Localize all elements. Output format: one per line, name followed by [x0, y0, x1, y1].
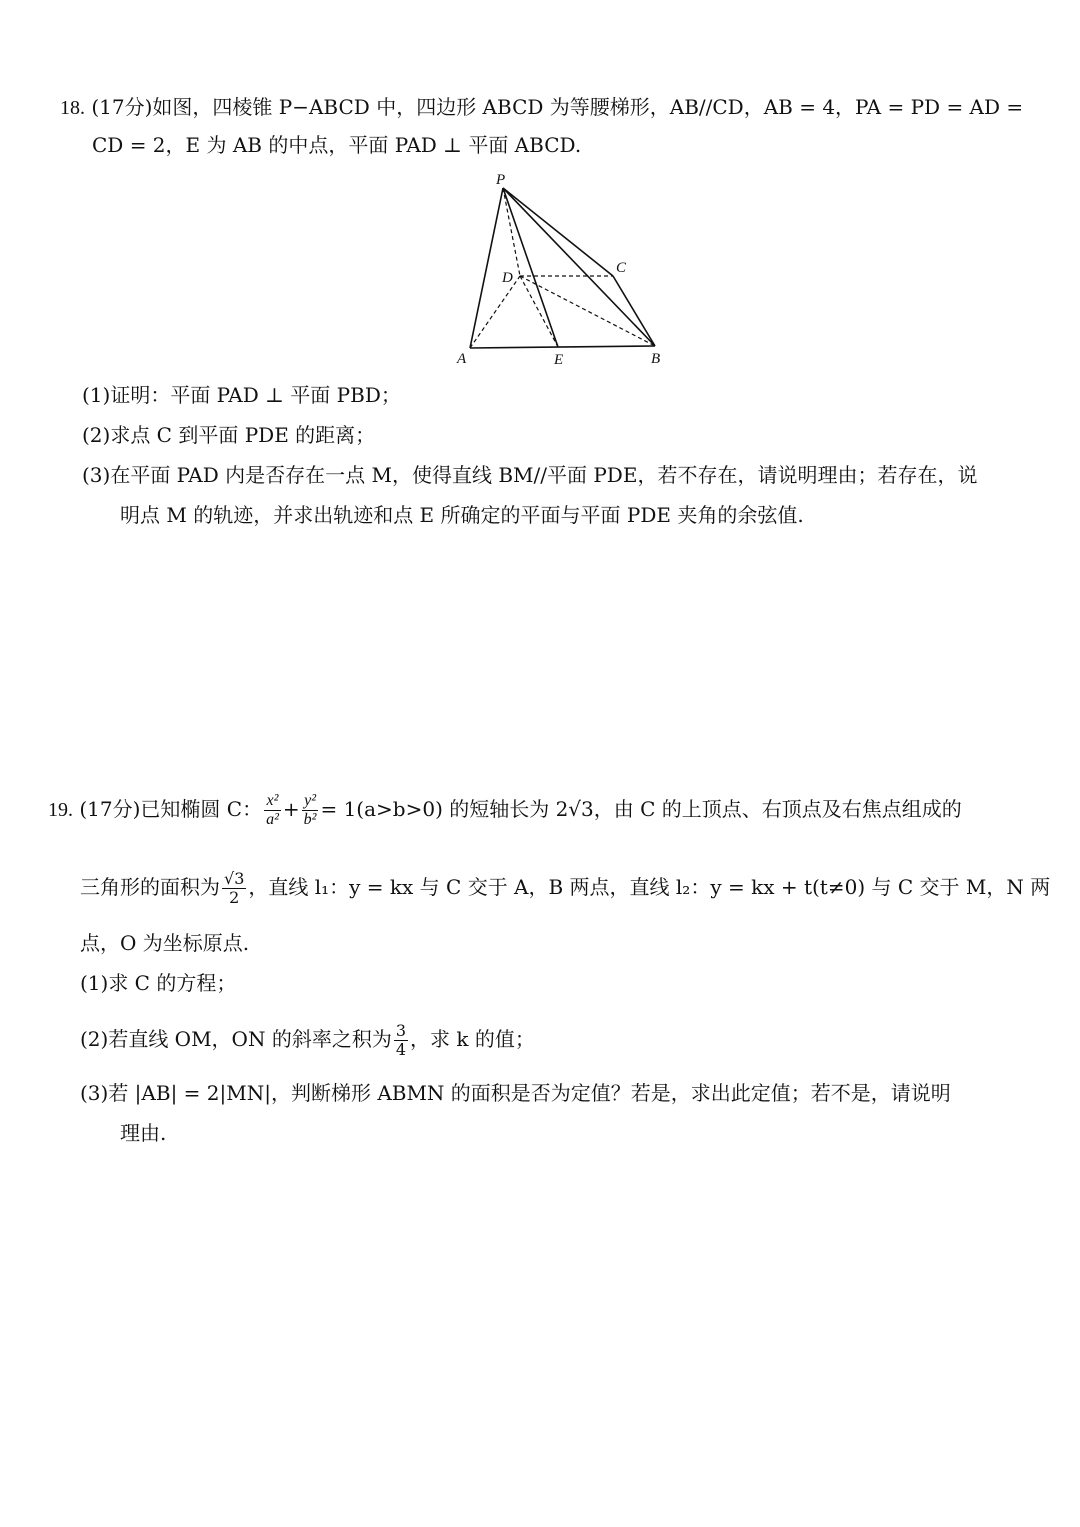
- label-A: A: [457, 351, 467, 367]
- fraction-y2-b2: $\frac{\text{y²}}{\text{b²}}$: [303, 792, 317, 828]
- q19-part3-line1: (3)若 |AB| = 2|MN|，判断梯形 ABMN 的面积是否为定值？若是，求出此定值；若不是，请说明: [80, 1081, 951, 1105]
- q19-line1-eq: = 1(a>b>0) 的短轴长为 2√3，由 C 的上顶点、右顶点及右焦点组成的: [320, 797, 962, 821]
- label-P: P: [496, 172, 506, 188]
- q19-part3-line2: 理由.: [120, 1121, 167, 1145]
- q19-line2-post: ，直线 l₁：y = kx 与 C 交于 A，B 两点，直线 l₂：y = kx + t(t≠0) 与 C 交于 M，N 两: [248, 875, 1051, 899]
- q18-stem-text-1: 如图，四棱锥 P−ABCD 中，四边形 ABCD 为等腰梯形，AB//CD，AB = 4，PA = PD = AD =: [152, 95, 1024, 119]
- q19-part1: (1)求 C 的方程；: [80, 971, 237, 995]
- fraction-3-4: $\frac{3}{4}$: [395, 1021, 407, 1059]
- q19-part2-post: ，求 k 的值；: [410, 1027, 535, 1051]
- q18-part2: (2)求点 C 到平面 PDE 的距离；: [82, 423, 376, 447]
- fraction-x2-a2: $\frac{\text{x²}}{\text{a²}}$: [266, 792, 279, 828]
- q19-line1: 19. (17分)已知椭圆 C： $\frac{\text{x²}}{\text{a²}}$ + $\frac{\text{y²}}{\text{b²}}$ = 1(a>b>0) 的短轴长为 2√3，由 C 的上顶点、右顶点及右焦点组成的: [48, 792, 962, 828]
- q19-part2: [80, 1022, 535, 1059]
- q19-line2-pre: 三角形的面积为: [80, 875, 220, 899]
- q18-part3-line2: 明点 M 的轨迹，并求出轨迹和点 E 所确定的平面与平面 PDE 夹角的余弦值.: [120, 503, 804, 527]
- q18-stem-line2: CD = 2，E 为 AB 的中点，平面 PAD ⊥ 平面 ABCD.: [92, 133, 582, 157]
- q19-part2-pre: (2)若直线 OM，ON 的斜率之积为: [80, 1027, 392, 1051]
- label-C: C: [616, 260, 627, 276]
- q19-number: 19.: [48, 799, 73, 821]
- q19-line1-pre: 已知椭圆 C：: [140, 797, 263, 821]
- q18-stem-line1: [60, 92, 1023, 123]
- label-E: E: [554, 352, 564, 368]
- label-B: B: [651, 351, 661, 367]
- fraction-sqrt3-2: $\frac{√3}{2}$: [224, 869, 245, 907]
- q18-part3-line1: (3)在平面 PAD 内是否存在一点 M，使得直线 BM//平面 PDE，若不存在，请说明理由；若存在，说: [82, 463, 978, 487]
- q19-points: (17分): [79, 797, 141, 821]
- pyramid-figure: [440, 168, 680, 368]
- q19-line3: 点，O 为坐标原点.: [80, 931, 250, 955]
- q19-line2: [80, 870, 1050, 907]
- q18-points: (17分): [91, 95, 153, 119]
- q18-number: 18.: [60, 97, 85, 119]
- label-D: D: [502, 270, 513, 286]
- q18-part1: (1)证明：平面 PAD ⊥ 平面 PBD；: [82, 383, 401, 407]
